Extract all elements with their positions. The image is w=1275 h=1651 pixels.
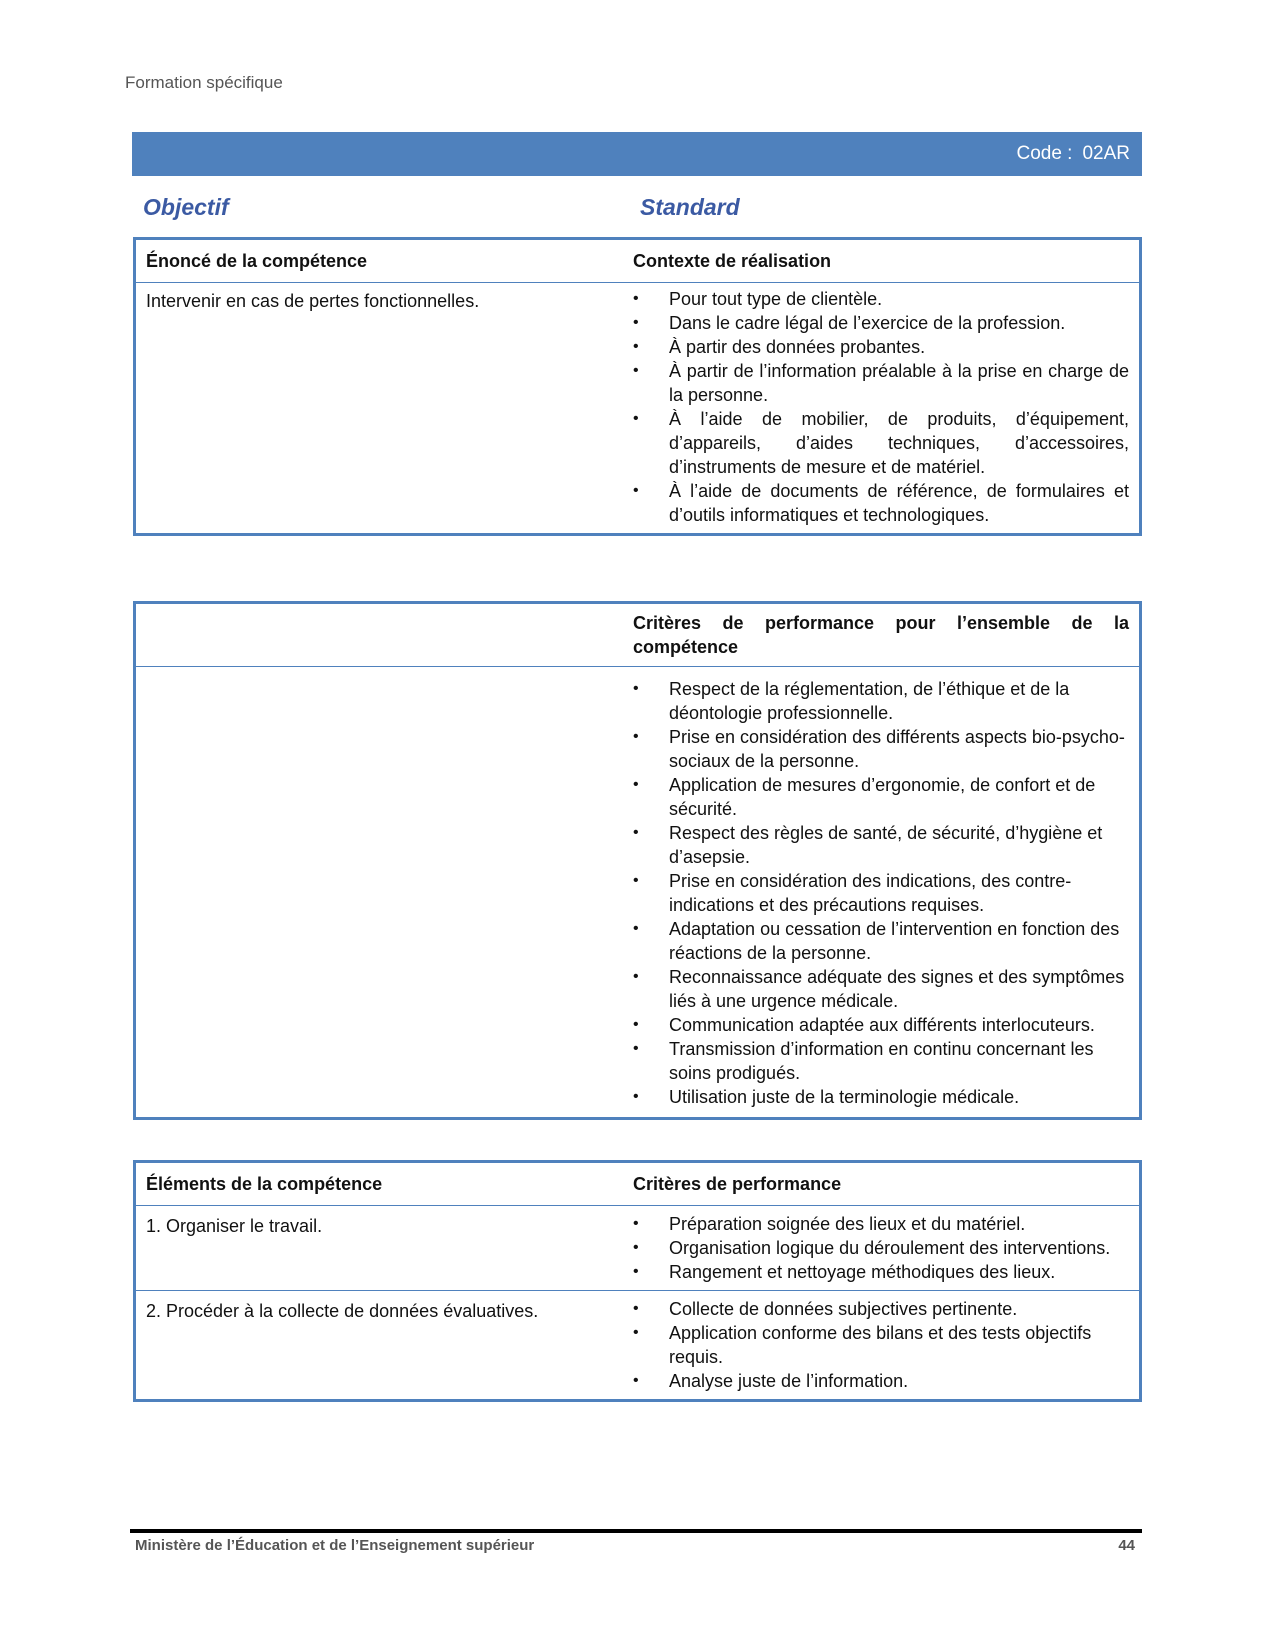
overall-criteria-header: Critères de performance pour l’ensemble de la compétence (633, 613, 1129, 657)
bullet-item: • Pour tout type de clientèle. (633, 287, 1129, 311)
overall-criteria-table (133, 601, 1142, 1120)
running-header: Formation spécifique (125, 73, 283, 92)
footer-ministry: Ministère de l’Éducation et de l’Enseignement supérieur (135, 1537, 535, 1554)
context-list (633, 287, 1129, 527)
bullet-item: • Respect de la réglementation, de l’éthique et de la déontologie professionnelle. (633, 677, 1129, 725)
bullet-item: • Reconnaissance adéquate des signes et des symptômes liés à une urgence médicale. (633, 965, 1129, 1013)
page-number: 44 (1118, 1537, 1135, 1554)
element-criteria-list (633, 1297, 1129, 1393)
elements-table (133, 1160, 1142, 1402)
element-label: 2. Procéder à la collecte de données évaluatives. (135, 1291, 634, 1401)
bullet-item: • Application de mesures d’ergonomie, de confort et de sécurité. (633, 773, 1129, 821)
bullet-item: • Application conforme des bilans et des tests objectifs requis. (633, 1321, 1129, 1369)
context-header: Contexte de réalisation (633, 251, 832, 271)
bullet-item: • Analyse juste de l’information. (633, 1369, 1129, 1393)
bullet-item: • Organisation logique du déroulement des interventions. (633, 1236, 1129, 1260)
bullet-item: • Transmission d’information en continu concernant les soins prodigués. (633, 1037, 1129, 1085)
statement-header: Énoncé de la compétence (146, 251, 368, 271)
bullet-item: • À partir de l’information préalable à la prise en charge de la personne. (633, 359, 1129, 407)
element-row (135, 1206, 1141, 1291)
bullet-item: • Respect des règles de santé, de sécurité, d’hygiène et d’asepsie. (633, 821, 1129, 869)
bullet-item: • Utilisation juste de la terminologie médicale. (633, 1085, 1129, 1109)
code-value: 02AR (1082, 143, 1130, 164)
footer (135, 1537, 1135, 1554)
competency-statement: Intervenir en cas de pertes fonctionnelles. (135, 283, 634, 535)
performance-header: Critères de performance (633, 1174, 842, 1194)
competency-table (133, 237, 1142, 536)
elements-header: Éléments de la compétence (146, 1174, 383, 1194)
bullet-item: • Communication adaptée aux différents interlocuteurs. (633, 1013, 1129, 1037)
bullet-item: • À l’aide de mobilier, de produits, d’équipement, d’appareils, d’aides techniques, d’accessoires, d’instruments de mesure et de matériel. (633, 407, 1129, 479)
code-label: Code : (1016, 143, 1073, 164)
element-row (135, 1291, 1141, 1401)
bullet-item: • À partir des données probantes. (633, 335, 1129, 359)
element-criteria-list (633, 1212, 1129, 1284)
bullet-item: • À l’aide de documents de référence, de formulaires et d’outils informatiques et technologiques. (633, 479, 1129, 527)
element-label: 1. Organiser le travail. (135, 1206, 634, 1291)
bullet-item: • Prise en considération des différents aspects bio-psycho-sociaux de la personne. (633, 725, 1129, 773)
bullet-item: • Rangement et nettoyage méthodiques des lieux. (633, 1260, 1129, 1284)
objective-heading: Objectif (143, 194, 229, 220)
bullet-item: • Adaptation ou cessation de l’intervention en fonction des réactions de la personne. (633, 917, 1129, 965)
bullet-item: • Dans le cadre légal de l’exercice de la profession. (633, 311, 1129, 335)
bullet-item: • Prise en considération des indications, des contre-indications et des précautions requises. (633, 869, 1129, 917)
standard-heading: Standard (640, 194, 740, 220)
bullet-item: • Collecte de données subjectives pertinente. (633, 1297, 1129, 1321)
code-band (132, 132, 1142, 176)
footer-rule (130, 1529, 1142, 1533)
criteria-list (633, 677, 1129, 1109)
bullet-item: • Préparation soignée des lieux et du matériel. (633, 1212, 1129, 1236)
